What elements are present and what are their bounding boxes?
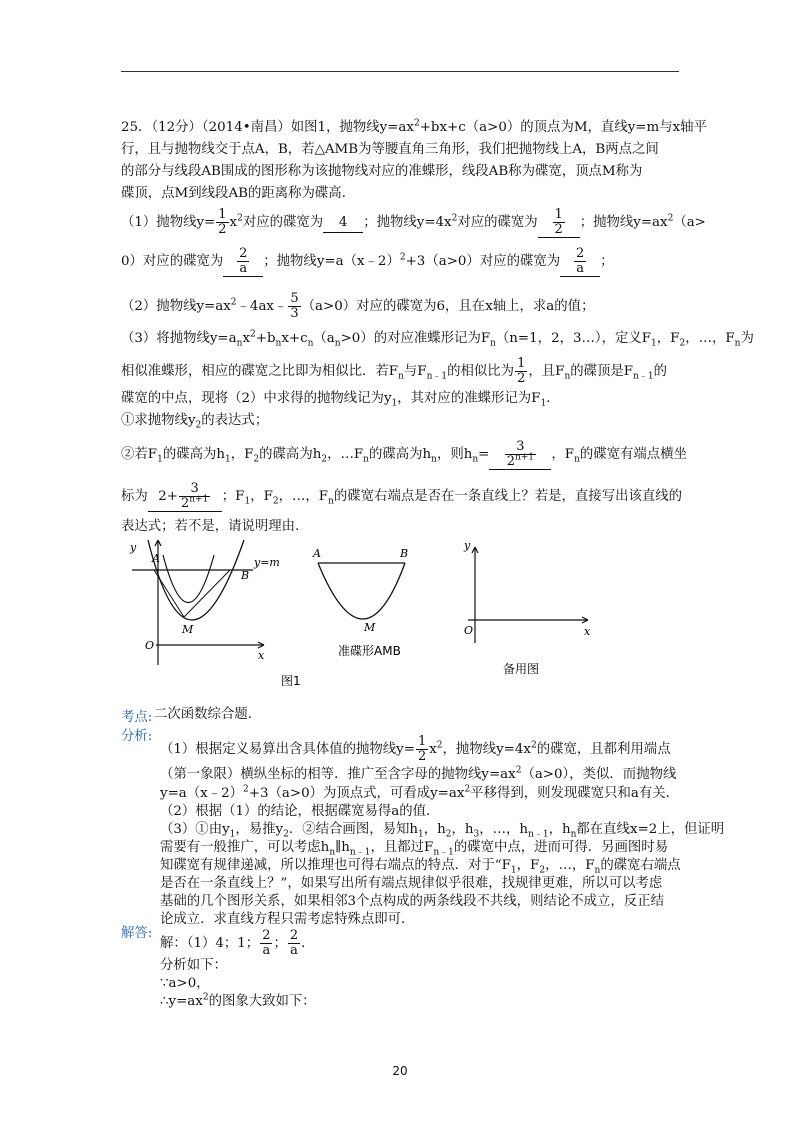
analysis-line-8: 是否在一条直线上？”，如果写出所有端点规律似乎很难，找规律更难，所以可以考虑 [160,876,663,891]
question-3-line-6: 表达式；若不是，请说明理由． [121,519,309,534]
problem-line-2: 行，且与抛物线交于点A，B，若△AMB为等腰直角三角形，我们把抛物线上A，B两点之间 [121,142,659,157]
question-3-line-3: 碟宽的中点，现将（2）中求得的抛物线记为$y_1$，其对应的准蝶形记为$F_1$． [121,391,560,409]
caption-figure-1: 图1 [281,674,301,688]
solution-line-3: ∵a>0， [160,976,210,991]
question-3-line-2: 相似准蝶形，相应的碟宽之比即为相似比．若$F_n$与$F_{n﹣1}$的相似比为 $\frac{1}{2}$ ，且$F_n$的碟顶是$F_{n﹣1}$的 [121,356,668,386]
label-y-m: y=m [254,556,280,569]
kaodian-tag: 考点: [121,710,153,725]
label-b: B [241,569,250,582]
label-y-3: y [464,539,471,552]
analysis-line-6: 需要有一般推广，可以考虑$h_n\parallel h_{n﹣1}$，且都过$F_{n﹣1}$的碟宽中点，进而可得．另画图时易 [160,840,669,858]
analysis-line-5: （3）①由$y_1$，易推$y_2$．②结合画图，易知$h_1$，$h_2$，$h_3$，…，$h_{n﹣1}$，$h_n$都在直线x=2上，但证明 [160,822,725,840]
page-number: 20 [392,1064,408,1078]
question-3-sub-2: ②若$F_1$的碟高为$h_1$，$F_2$的碟高为$h_2$，$\dots F_n$的碟高为$h_n$，则$h_n=$ $\frac{3}{2^{n+1}}$ ，$F_n$的碟宽有端点横坐 [121,439,687,469]
solution-line-4: $\therefore y=ax^2$的图象大致如下： [160,992,316,1009]
analysis-line-3: y=a（x﹣2）$^2$+3（a>0）为顶点式，可看成$y=ax^2$平移得到，则发现碟宽只和a有关． [160,784,680,801]
label-a: A [152,552,160,565]
label-y: y [130,541,137,554]
parabola-wide [148,540,244,620]
analysis-line-1: （1）根据定义易算出含具体值的抛物线y= $\frac{1}{2}$ $x^2$，抛物线$y=4x^2$的碟宽，且都利用端点 [160,734,671,764]
analysis-line-10: 论成立．求直线方程只需考虑特殊点即可． [160,912,415,927]
label-b-2: B [400,547,409,560]
kaodian-text: 二次函数综合题． [154,707,262,722]
label-m-2: M [364,621,376,634]
problem-line-4: 碟顶，点M到线段AB的距离称为碟高． [121,186,356,201]
label-o: O [145,639,155,652]
question-3-sub-1: ①求抛物线$y_2$的表达式； [121,413,269,431]
question-2: （2）抛物线$y=ax^2﹣4ax﹣$ $\frac{5}{3}$ （a>0）对应的碟宽为6，且在x轴上，求a的值； [121,291,595,321]
answer-blank-1: 4 [323,214,363,233]
analysis-line-7: 知碟宽有规律递减，所以推理也可得右端点的特点．对于“$F_1$，$F_2$，…，$F_n$的碟宽右端点 [160,858,681,876]
solution-line-1: 解：（1）4；1； $\frac{2}{a}$ ； $\frac{2}{a}$ ． [160,928,315,958]
caption-figure-3: 备用图 [503,662,540,676]
problem-line-1: 25．（12分）（2014•南昌）如图1，抛物线$y=ax^2+bx+c(a>0)$的顶点为M，直线y=m与x轴平 [121,118,707,135]
label-x: x [258,649,265,662]
figure-panel [118,535,608,695]
analysis-line-2: （第一象限）横纵坐标的相等．推广至含字母的抛物线$y=ax^2(a>0)$，类似．而抛物线 [160,765,677,782]
question-1-line-1: （1）抛物线y= $\frac{1}{2}$ $x^2$对应的碟宽为 4 ；抛物线$y=4x^2$对应的碟宽为 $\frac{1}{2}$ ；抛物线$y=ax^2(a>$ [121,207,706,237]
caption-figure-2: 准碟形AMB [338,644,401,658]
fenxi-tag: 分析: [121,729,153,744]
analysis-line-4: （2）根据（1）的结论，根据碟宽易得a的值． [160,804,440,819]
question-1-line-2: 0）对应的碟宽为 $\frac{2}{a}$ ；抛物线y=a（x﹣2）$^2$+3（a>0）对应的碟宽为 $\frac{2}{a}$ ； [121,246,614,276]
label-m: M [182,623,194,636]
label-x-3: x [584,625,591,638]
header-rule [121,71,679,72]
analysis-line-9: 基础的几个图形关系，如果相邻3个点构成的两条线段不共线，则结论不成立，反正结 [160,894,664,909]
jieda-tag: 解答: [121,926,153,941]
figure-3 [463,539,591,676]
figure-2 [312,547,408,658]
label-o-3: O [464,624,474,637]
label-a-2: A [313,547,321,560]
parabola-amb [318,563,405,619]
figure-1 [129,540,301,688]
problem-line-3: 的部分与线段AB围成的图形称为该抛物线对应的准蝶形，线段AB称为碟宽，顶点M称为 [121,164,643,179]
question-3-line-5: 标为 2+ $\frac{3}{2^{n+1}}$ ；$F_1$，$F_2$，…，$F_n$的碟宽右端点是否在一条直线上？若是，直接写出该直线的 [121,481,683,511]
solution-line-2: 分析如下： [160,958,227,973]
question-3-line-1: （3）将抛物线$y=a_nx^2+b_nx+c_n(a_n>0)$的对应准蝶形记为$F_n(n=1$，2，3…），定义$F_1$，$F_2$，…，$F_n$为 [121,329,754,349]
